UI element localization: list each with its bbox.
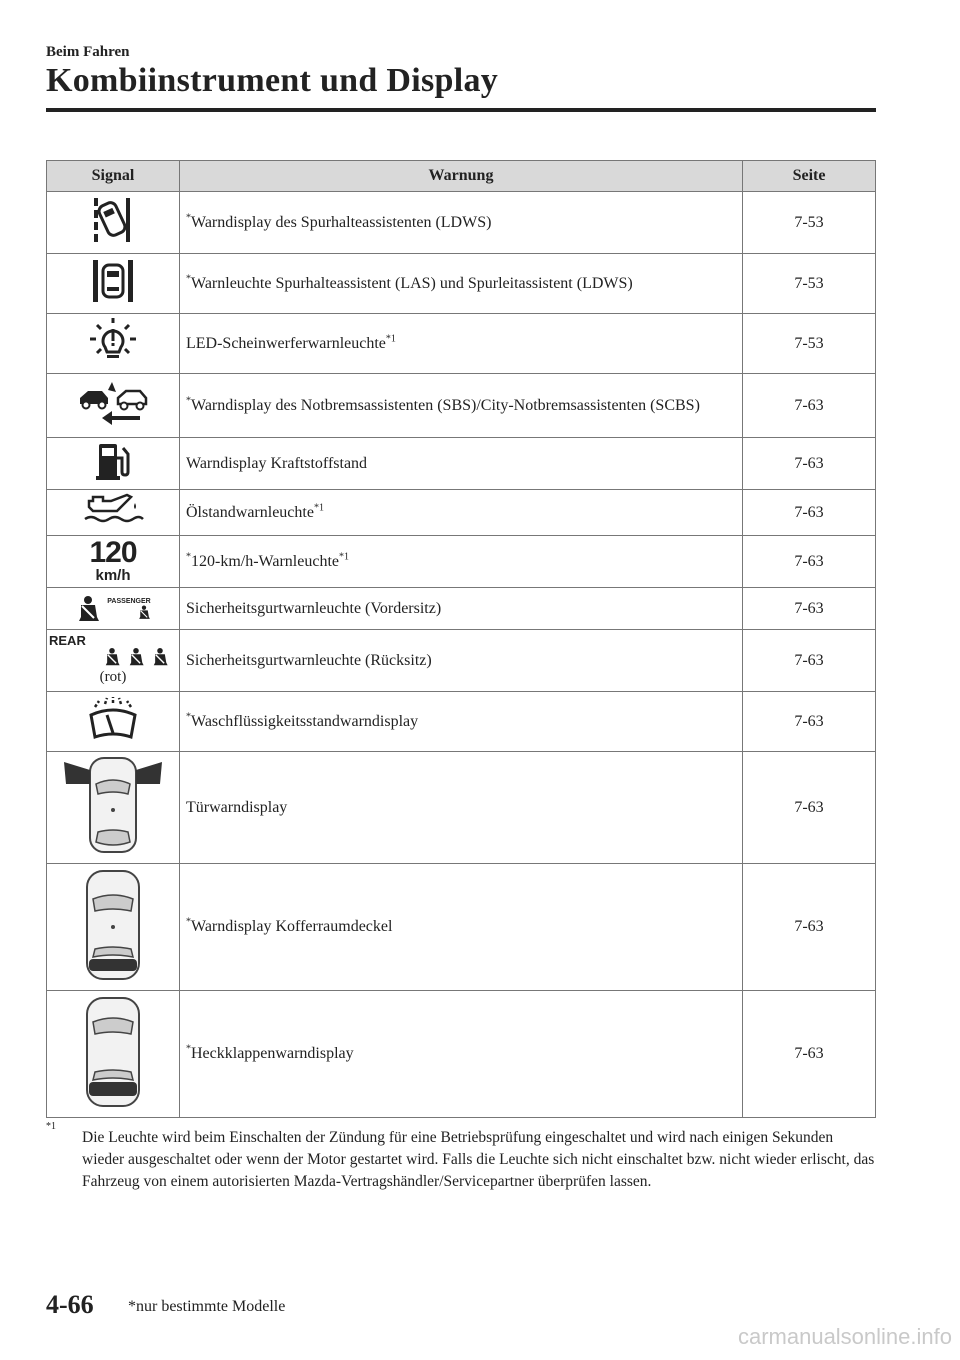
seatbelt-person-icon <box>103 647 121 667</box>
seatbelt-person-icon <box>151 647 169 667</box>
warning-cell <box>180 991 743 1118</box>
signal-cell <box>47 692 180 752</box>
warning-text: Sicherheitsgurtwarnleuchte (Rücksitz) <box>186 651 432 669</box>
seatbelt-person-icon <box>137 605 151 620</box>
page-cell: 7-63 <box>743 630 876 692</box>
led-headlight-warning-icon <box>86 317 140 365</box>
table-row <box>47 374 876 438</box>
fuel-pump-icon <box>93 440 133 482</box>
warning-text: Sicherheitsgurtwarnleuchte (Vordersitz) <box>186 599 442 617</box>
lane-departure-icon <box>86 195 140 245</box>
warning-cell <box>180 692 743 752</box>
model-star: * <box>186 916 191 928</box>
page-cell: 7-63 <box>743 864 876 991</box>
page-title: Kombiinstrument und Display <box>46 62 499 99</box>
table-row <box>47 536 876 588</box>
page-cell: 7-63 <box>743 752 876 864</box>
table-header-row <box>47 161 876 192</box>
signal-cell <box>47 314 180 374</box>
page-cell: 7-63 <box>743 692 876 752</box>
header-signal: Signal <box>47 161 180 192</box>
warning-cell <box>180 588 743 630</box>
model-star: * <box>186 395 191 407</box>
page-cell: 7-63 <box>743 588 876 630</box>
warning-text: Warndisplay Kofferraumdeckel <box>191 918 393 935</box>
signal-cell <box>47 991 180 1118</box>
door-open-icon <box>58 754 168 856</box>
warning-text: Türwarndisplay <box>186 798 288 816</box>
page-cell: 7-63 <box>743 490 876 536</box>
page-cell: 7-63 <box>743 374 876 438</box>
section-label: Beim Fahren <box>46 44 130 60</box>
title-rule <box>46 108 876 112</box>
passenger-label: PASSENGER <box>107 597 151 605</box>
lane-keep-icon <box>86 257 140 305</box>
trunk-open-icon <box>73 867 153 983</box>
signal-table <box>46 160 876 1118</box>
table-row <box>47 864 876 991</box>
warning-cell <box>180 254 743 314</box>
model-star: * <box>186 212 191 224</box>
model-star: * <box>186 273 191 285</box>
warning-cell <box>180 864 743 991</box>
table-row <box>47 254 876 314</box>
signal-cell <box>47 374 180 438</box>
model-note: *nur bestimmte Modelle <box>128 1298 286 1315</box>
model-star: * <box>186 551 191 563</box>
warning-text: Warndisplay Kraftstoffstand <box>186 454 368 472</box>
speed-120-icon <box>89 538 136 583</box>
warning-cell <box>180 192 743 254</box>
model-star: * <box>186 1043 191 1055</box>
warning-text: Waschflüssigkeitsstandwarndisplay <box>191 712 419 730</box>
footnote: *1 Die Leuchte wird beim Einschalten der Zündung für eine Betriebsprüfung eingeschaltet und wird nach einigen Sekunden wieder ausgeschaltet oder wenn der Motor gestartet wird. Falls die Leuchte sich nicht einschaltet bzw. nicht wieder erlischt, das Fahrzeug von einem autorisierten Mazda-Vertragshändler/Servicepartner überprüfen lassen. <box>46 1127 876 1193</box>
warning-text: Ölstandwarnleuchte <box>186 503 314 521</box>
color-note: (rot) <box>99 669 127 685</box>
table-row <box>47 314 876 374</box>
signal-cell <box>47 254 180 314</box>
signal-cell <box>47 630 180 692</box>
footnote-ref: *1 <box>313 502 324 514</box>
speed-unit: km/h <box>95 567 131 584</box>
warning-text: 120-km/h-Warnleuchte <box>191 552 339 570</box>
speed-number: 120 <box>89 536 137 569</box>
warning-cell <box>180 536 743 588</box>
signal-cell <box>47 864 180 991</box>
model-star: * <box>186 711 191 723</box>
footnote-ref: *1 <box>385 333 396 345</box>
table-row <box>47 630 876 692</box>
table-row <box>47 588 876 630</box>
table-row <box>47 192 876 254</box>
warning-cell <box>180 314 743 374</box>
warning-cell <box>180 438 743 490</box>
oil-can-icon <box>81 491 145 529</box>
footnote-text: Die Leuchte wird beim Einschalten der Zündung für eine Betriebsprüfung eingeschaltet und wird nach einigen Sekunden wieder ausgeschaltet oder wenn der Motor gestartet wird. Falls die Leuchte sich nicht einschaltet bzw. nicht wieder erlischt, das Fahrzeug von einem autorisierten Mazda-Vertragshändler/Servicepartner überprüfen lassen. <box>82 1129 875 1190</box>
page-cell: 7-53 <box>743 314 876 374</box>
page-number: 4-66 <box>46 1290 94 1319</box>
table-row <box>47 991 876 1118</box>
page-cell: 7-53 <box>743 254 876 314</box>
signal-cell <box>47 752 180 864</box>
warning-text: LED-Scheinwerferwarnleuchte <box>186 334 386 352</box>
warning-cell <box>180 752 743 864</box>
footnote-ref: *1 <box>339 551 349 563</box>
signal-cell <box>47 588 180 630</box>
table-row <box>47 752 876 864</box>
seatbelt-front-icon <box>53 595 173 623</box>
washer-fluid-icon <box>85 697 141 741</box>
warning-text: Warndisplay des Spurhalteassistenten (LDWS) <box>191 213 492 231</box>
header-warning: Warnung <box>180 161 743 192</box>
page-cell: 7-63 <box>743 536 876 588</box>
liftgate-open-icon <box>73 994 153 1110</box>
header-page: Seite <box>743 161 876 192</box>
signal-cell <box>47 192 180 254</box>
smart-brake-icon <box>76 378 150 428</box>
seatbelt-person-icon <box>75 595 101 623</box>
page-cell: 7-53 <box>743 192 876 254</box>
warning-cell <box>180 630 743 692</box>
signal-cell <box>47 438 180 490</box>
warning-cell <box>180 374 743 438</box>
warning-cell <box>180 490 743 536</box>
table-row <box>47 438 876 490</box>
rear-label: REAR <box>49 633 86 648</box>
warning-text: Heckklappenwarndisplay <box>191 1045 354 1062</box>
seatbelt-person-icon <box>127 647 145 667</box>
page-cell: 7-63 <box>743 991 876 1118</box>
table-row <box>47 692 876 752</box>
signal-cell <box>47 490 180 536</box>
watermark: carmanualsonline.info <box>737 1324 952 1349</box>
warning-text: Warnleuchte Spurhalteassistent (LAS) und Spurleitassistent (LDWS) <box>191 274 633 292</box>
page-cell: 7-63 <box>743 438 876 490</box>
table-row <box>47 490 876 536</box>
signal-cell <box>47 536 180 588</box>
warning-text: Warndisplay des Notbremsassistenten (SBS)/City-Notbremsassistenten (SCBS) <box>191 396 700 414</box>
